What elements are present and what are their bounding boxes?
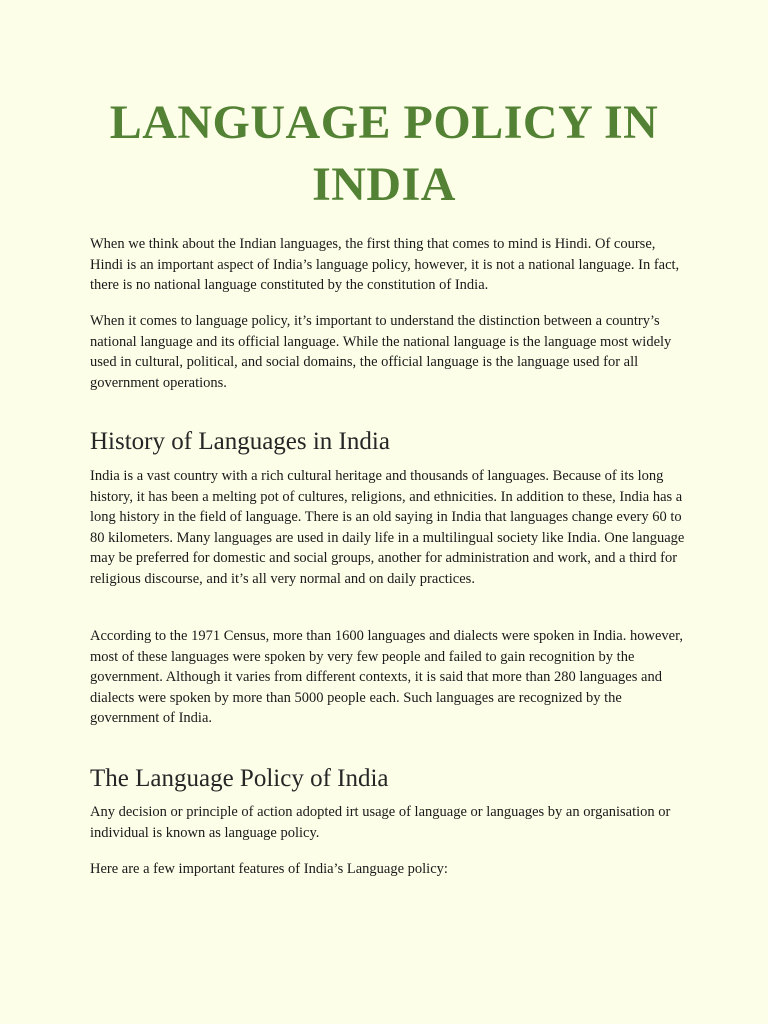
policy-paragraph-1: Any decision or principle of action adopted irt usage of language or languages by an organisation or individual is known as language policy. [90, 804, 671, 841]
title-line-2: INDIA [312, 158, 456, 211]
title-line-1: LANGUAGE POLICY IN [109, 96, 659, 149]
section-heading-history: History of Languages in India [90, 428, 390, 455]
intro-paragraph-2: When it comes to language policy, it’s important to understand the distinction between a country’s national language and its official language. While the national language is the language most widely used in cultural, political, and social domains, the official language is the language used for all government operations. [90, 313, 672, 391]
policy-paragraph-2: Here are a few important features of India’s Language policy: [90, 861, 448, 877]
history-paragraph-2: According to the 1971 Census, more than 1600 languages and dialects were spoken in India. however, most of these languages were spoken by very few people and failed to gain recognition by the government. Although it varies from different contexts, it is said that more than 280 languages and dialects were spoken by more than 5000 people each. Such languages are recognized by the government of India. [90, 628, 683, 727]
section-heading-policy: The Language Policy of India [90, 765, 389, 792]
intro-paragraph-1: When we think about the Indian languages, the first thing that comes to mind is Hindi. Of course, Hindi is an important aspect of India’s language policy, however, it is not a national language. In fact, there is no national language constituted by the constitution of India. [90, 236, 680, 294]
page-title [0, 92, 768, 216]
history-paragraph-1: India is a vast country with a rich cultural heritage and thousands of languages. Because of its long history, it has been a melting pot of cultures, religions, and ethnicities. In addition to these, India has a long history in the field of language. There is an old saying in India that languages change every 60 to 80 kilometers. Many languages are used in daily life in a multilingual society like India. One language may be preferred for domestic and social groups, another for administration and work, and a third for religious discourse, and it’s all very normal and on daily practices. [90, 468, 685, 587]
